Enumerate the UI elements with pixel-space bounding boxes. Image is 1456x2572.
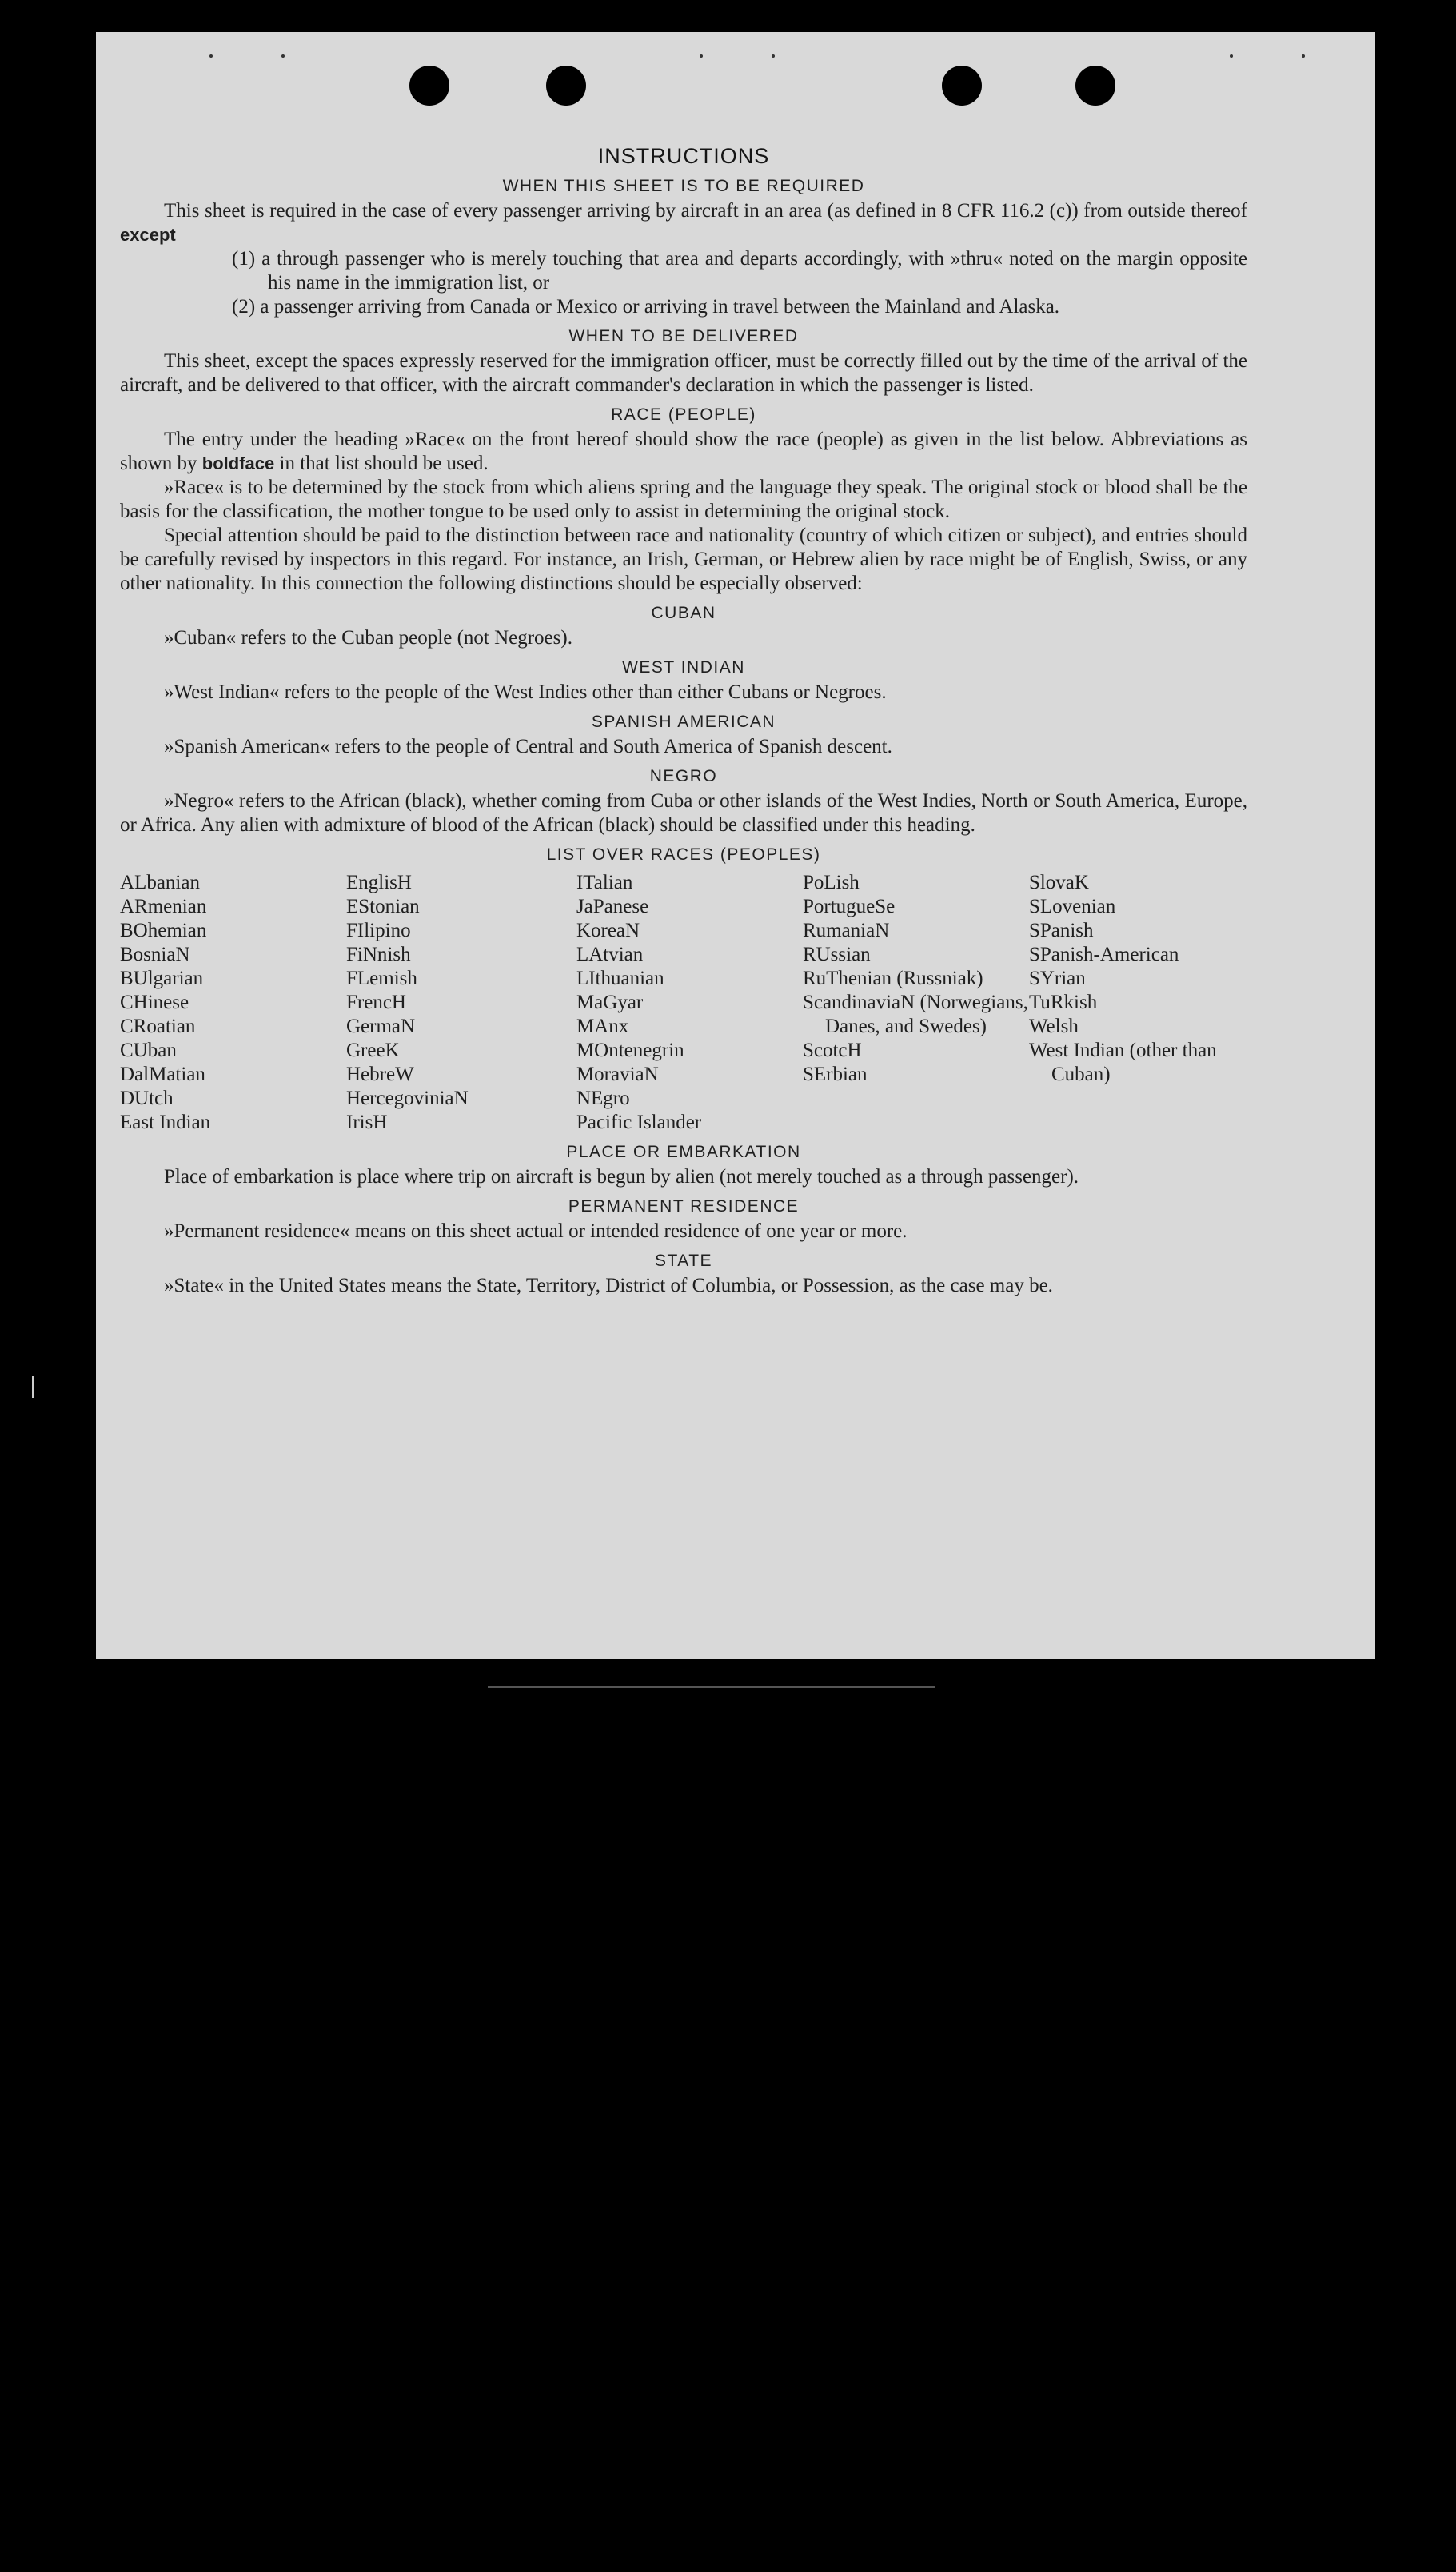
race-entry: West Indian (other than Cuban) [1028,1040,1217,1085]
race-entry: ARmenian [120,896,207,917]
speck [772,54,775,58]
race-entry: IrisH [346,1112,388,1133]
races-list [120,871,1247,1135]
race-entry: East Indian [120,1112,211,1133]
race-entry: SPanish-American [1028,944,1179,965]
race-entry: FrencH [346,992,406,1013]
race-entry: ScotcH [802,1040,862,1061]
race-entry: SlovaK [1028,872,1089,893]
race-entry: SYrian [1028,968,1086,989]
section-heading-cuban: CUBAN [651,604,716,622]
negro-text: »Negro« refers to the African (black), whether coming from Cuba or other islands of the West Indies, North or South America, Europe, or Africa. Any alien with admixture of blood of the African (black) should be classified under this heading. [120,790,1247,836]
section-heading-race: RACE (PEOPLE) [611,405,756,424]
race-p1-end: in that list should be used. [279,453,489,474]
race-entry: BUlgarian [120,968,204,989]
race-entry: BOhemian [120,920,207,941]
race-paragraph-1 [120,428,1247,476]
section-heading-spanish-american: SPANISH AMERICAN [591,713,776,731]
race-entry: HebreW [346,1064,414,1085]
race-paragraph-3: Special attention should be paid to the distinction between race and nationality (country of which citizen or subject), and entries should be carefully revised by inspectors in this regard. For instance, an Irish, German, or Hebrew alien by race might be of English, Swiss, or any other nationality. In this connection the following distinctions should be especially observed: [120,525,1247,594]
race-entry: ScandinaviaN (Norwegians, Danes, and Swedes) [802,992,1028,1037]
section-heading-delivered: WHEN TO BE DELIVERED [568,327,799,345]
race-entry: EnglisH [346,872,412,893]
races-column-2 [346,871,576,1135]
race-entry: Pacific Islander [576,1112,702,1133]
section-heading-residence: PERMANENT RESIDENCE [568,1197,800,1216]
section-heading-west-indian: WEST INDIAN [622,658,745,677]
race-entry: RUssian [802,944,871,965]
section-heading-state: STATE [654,1252,713,1270]
instructions-content [120,144,1247,1298]
section-heading-embarkation: PLACE OR EMBARKATION [566,1143,801,1161]
boldface-word: boldface [201,453,275,473]
speck [209,54,213,58]
race-entry: SErbian [802,1064,868,1085]
race-entry: FIlipino [346,920,411,941]
race-entry: TuRkish [1028,992,1098,1013]
race-entry: Welsh [1028,1016,1079,1037]
race-entry: BosniaN [120,944,190,965]
race-paragraph-2: »Race« is to be determined by the stock from which aliens spring and the language they speak. The original stock or blood shall be the basis for the classification, the mother tongue to be used only to assist in determining the original stock. [120,477,1247,522]
race-entry: MaGyar [576,992,644,1013]
race-entry: PortugueSe [802,896,896,917]
race-entry: SLovenian [1028,896,1116,917]
punch-hole [409,66,449,106]
punch-hole [546,66,586,106]
punch-hole [1075,66,1115,106]
page-title: INSTRUCTIONS [597,144,770,168]
race-entry: RuThenian (Russniak) [802,968,983,989]
section-heading-negro: NEGRO [649,767,718,785]
race-p1-text: The entry under the heading »Race« on the front hereof should show the race (people) as given in the list below. Abbreviations as shown by [120,429,1247,474]
race-entry: JaPanese [576,896,649,917]
required-intro [120,199,1247,247]
section-heading-races-list: LIST OVER RACES (PEOPLES) [546,845,821,864]
state-text: »State« in the United States means the State, Territory, District of Columbia, or Possession, as the case may be. [164,1275,1053,1296]
speck [281,54,285,58]
race-entry: CUban [120,1040,177,1061]
except-bold: except [120,225,176,245]
punch-hole [942,66,982,106]
race-entry: ALbanian [120,872,200,893]
cuban-text: »Cuban« refers to the Cuban people (not Negroes). [164,627,572,649]
delivered-text: This sheet, except the spaces expressly reserved for the immigration officer, must be correctly filled out by the time of the arrival of the aircraft, and be delivered to that officer, with the aircraft commander's declaration in which the passenger is listed. [120,350,1247,396]
races-column-1 [120,871,346,1135]
race-entry: SPanish [1028,920,1094,941]
races-column-5 [1029,871,1247,1135]
required-intro-text: This sheet is required in the case of every passenger arriving by aircraft in an area (as defined in 8 CFR 116.2 (c)) from outside thereof [164,200,1247,222]
race-entry: EStonian [346,896,420,917]
race-entry: CRoatian [120,1016,196,1037]
races-column-4 [803,871,1029,1135]
exception-item-1: (1) a through passenger who is merely touching that area and departs accordingly, with »thru« noted on the margin opposite his name in the immigration list, or [232,248,1247,294]
exception-item-2: (2) a passenger arriving from Canada or Mexico or arriving in travel between the Mainland and Alaska. [232,296,1060,318]
race-entry: LIthuanian [576,968,664,989]
west-indian-text: »West Indian« refers to the people of the West Indies other than either Cubans or Negroes. [164,681,887,703]
race-entry: HercegoviniaN [346,1088,469,1109]
race-entry: FiNnish [346,944,411,965]
embarkation-text: Place of embarkation is place where trip on aircraft is begun by alien (not merely touched as a through passenger). [164,1166,1079,1188]
race-entry: NEgro [576,1088,630,1109]
race-entry: GreeK [346,1040,400,1061]
race-entry: PoLish [802,872,860,893]
spanish-american-text: »Spanish American« refers to the people of Central and South America of Spanish descent. [164,736,892,757]
page-edge-shadow [488,1686,935,1688]
speck [1230,54,1233,58]
race-entry: FLemish [346,968,417,989]
race-entry: DUtch [120,1088,174,1109]
race-entry: DalMatian [120,1064,205,1085]
race-entry: MoraviaN [576,1064,659,1085]
race-entry: CHinese [120,992,189,1013]
speck [700,54,703,58]
speck [1302,54,1305,58]
document-page [96,32,1375,1659]
residence-text: »Permanent residence« means on this sheet actual or intended residence of one year or more. [164,1220,908,1242]
scan-mark [32,1376,34,1398]
section-heading-required: WHEN THIS SHEET IS TO BE REQUIRED [502,177,865,195]
race-entry: MOntenegrin [576,1040,684,1061]
race-entry: RumaniaN [802,920,890,941]
race-entry: MAnx [576,1016,629,1037]
race-entry: GermaN [346,1016,416,1037]
races-column-3 [576,871,803,1135]
race-entry: ITalian [576,872,633,893]
race-entry: LAtvian [576,944,644,965]
race-entry: KoreaN [576,920,640,941]
